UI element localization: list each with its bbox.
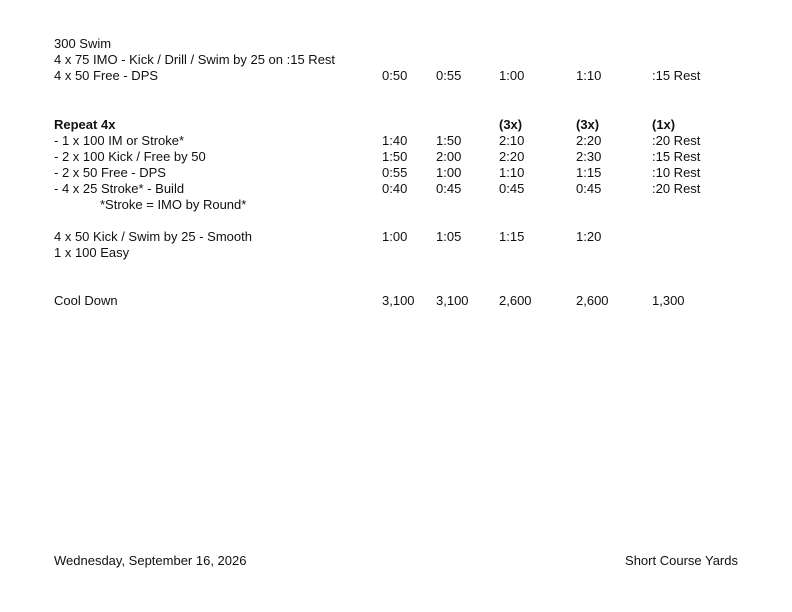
set-description: 300 Swim: [54, 36, 112, 51]
interval-group-4: 0:45: [576, 181, 602, 196]
set-description: 4 x 50 Free - DPS: [54, 68, 159, 83]
total-yards-group-2: 3,100: [436, 293, 469, 308]
interval-group-1: 1:40: [382, 133, 408, 148]
set-description: - 2 x 100 Kick / Free by 50: [54, 149, 206, 164]
rest-interval: :20 Rest: [652, 181, 701, 196]
interval-group-1: 1:50: [382, 149, 408, 164]
workout-line: [0, 52, 792, 68]
repeat-title: Repeat 4x: [54, 117, 116, 132]
interval-group-4: 2:20: [576, 133, 602, 148]
set-description: - 4 x 25 Stroke* - Build: [54, 181, 185, 196]
stroke-footnote: *Stroke = IMO by Round*: [100, 197, 247, 212]
repeat-count-group-3: (3x): [499, 117, 523, 132]
total-yards-group-1: 3,100: [382, 293, 415, 308]
interval-group-3: 1:10: [499, 165, 525, 180]
interval-group-2: 2:00: [436, 149, 462, 164]
interval-group-3: 2:10: [499, 133, 525, 148]
set-description: 1 x 100 Easy: [54, 245, 130, 260]
set-description: 4 x 75 IMO - Kick / Drill / Swim by 25 on :15 Rest: [54, 52, 336, 67]
set-description: - 1 x 100 IM or Stroke*: [54, 133, 185, 148]
interval-group-4: 1:10: [576, 68, 602, 83]
interval-group-3: 1:15: [499, 229, 525, 244]
interval-group-2: 1:00: [436, 165, 462, 180]
stroke-note-row: [0, 197, 792, 213]
interval-group-1: 0:50: [382, 68, 408, 83]
set-description: - 2 x 50 Free - DPS: [54, 165, 166, 180]
interval-group-3: 1:00: [499, 68, 525, 83]
interval-group-4: 1:15: [576, 165, 602, 180]
set-description: 4 x 50 Kick / Swim by 25 - Smooth: [54, 229, 252, 244]
interval-group-1: 1:00: [382, 229, 408, 244]
workout-line: [0, 36, 792, 52]
repeat-row: [0, 133, 792, 149]
interval-group-4: 2:30: [576, 149, 602, 164]
workout-line: [0, 68, 792, 84]
interval-group-4: 1:20: [576, 229, 602, 244]
repeat-header: [0, 117, 792, 133]
rest-interval: :15 Rest: [652, 68, 701, 83]
interval-group-2: 1:05: [436, 229, 462, 244]
interval-group-1: 0:40: [382, 181, 408, 196]
footer-date: Wednesday, September 16, 2026: [54, 553, 247, 568]
rest-interval: :15 Rest: [652, 149, 701, 164]
total-yards-group-3: 2,600: [499, 293, 532, 308]
interval-group-2: 0:55: [436, 68, 462, 83]
footer-course-type: Short Course Yards: [625, 553, 738, 568]
total-yards-group-5: 1,300: [652, 293, 685, 308]
repeat-count-group-4: (3x): [576, 117, 600, 132]
workout-line: [0, 245, 792, 261]
interval-group-2: 1:50: [436, 133, 462, 148]
repeat-row: [0, 149, 792, 165]
interval-group-2: 0:45: [436, 181, 462, 196]
repeat-row: [0, 181, 792, 197]
interval-group-3: 0:45: [499, 181, 525, 196]
rest-interval: :10 Rest: [652, 165, 701, 180]
cool-down-label: Cool Down: [54, 293, 118, 308]
cool-down-row: [0, 293, 792, 309]
repeat-count-group-5: (1x): [652, 117, 676, 132]
rest-interval: :20 Rest: [652, 133, 701, 148]
total-yards-group-4: 2,600: [576, 293, 609, 308]
workout-line: [0, 229, 792, 245]
interval-group-1: 0:55: [382, 165, 408, 180]
interval-group-3: 2:20: [499, 149, 525, 164]
repeat-row: [0, 165, 792, 181]
